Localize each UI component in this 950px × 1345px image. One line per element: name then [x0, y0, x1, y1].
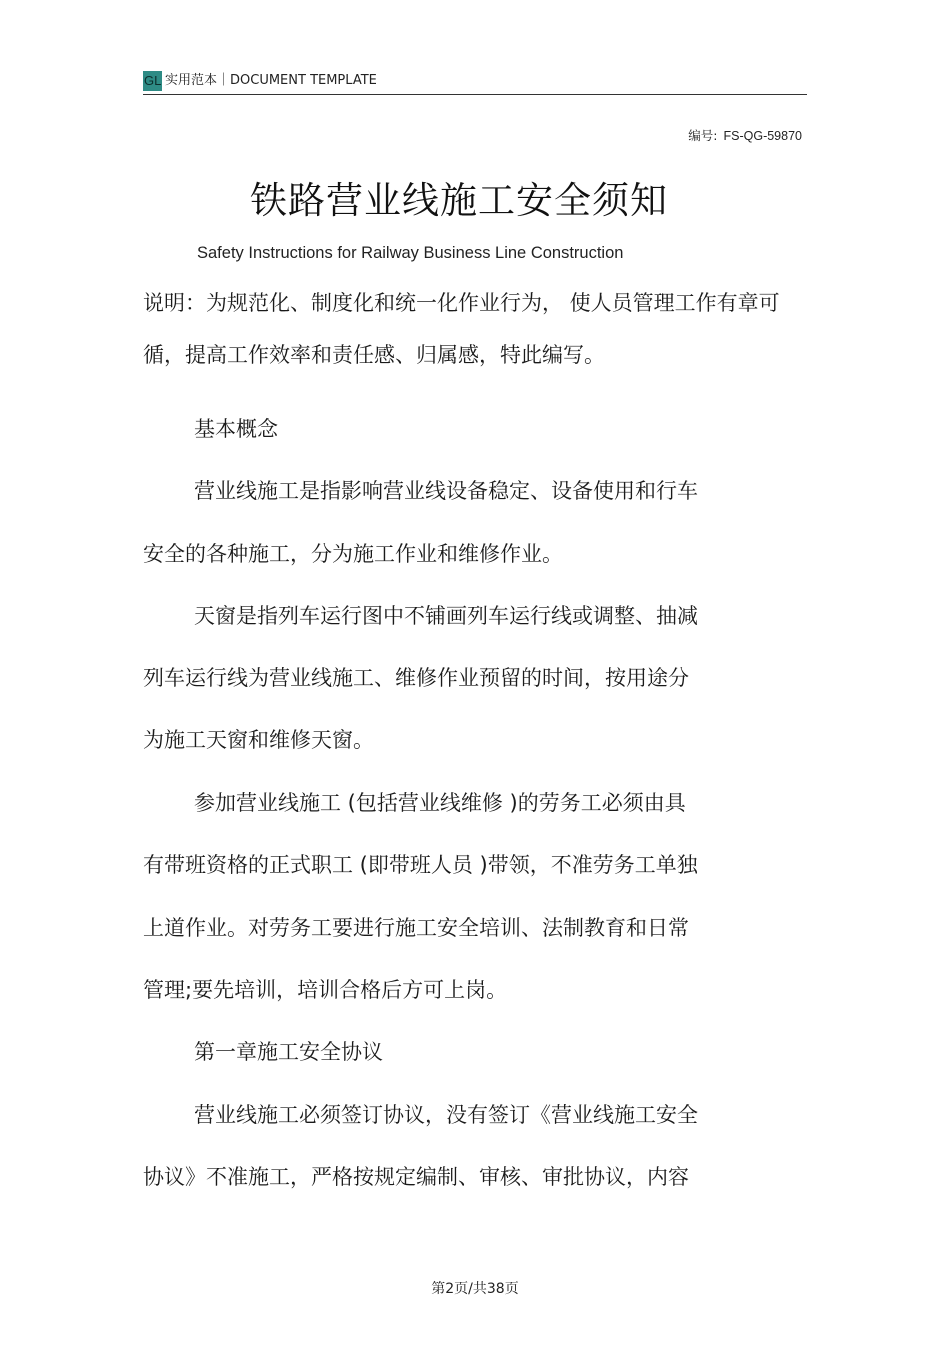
body-line: 说明：为规范化、制度化和统一化作业行为， 使人员管理工作有章可: [143, 291, 780, 315]
section-heading: 基本概念: [194, 417, 278, 441]
body-line: 列车运行线为营业线施工、维修作业预留的时间，按用途分: [143, 666, 689, 690]
chapter-heading: 第一章施工安全协议: [194, 1040, 383, 1064]
header-title: 实用范本｜DOCUMENT TEMPLATE: [165, 73, 377, 88]
page-header: [143, 70, 807, 95]
body-line: 天窗是指列车运行图中不铺画列车运行线或调整、抽减: [194, 604, 698, 628]
body-line: 营业线施工必须签订协议，没有签订《营业线施工安全: [194, 1103, 698, 1127]
body-line: 营业线施工是指影响营业线设备稳定、设备使用和行车: [194, 479, 698, 503]
gl-logo: GL: [143, 71, 162, 91]
body-line: 循，提高工作效率和责任感、归属感，特此编写。: [143, 343, 605, 367]
document-subtitle: Safety Instructions for Railway Business Line Construction: [197, 244, 624, 262]
document-title: 铁路营业线施工安全须知: [250, 179, 668, 222]
body-line: 有带班资格的正式职工 (即带班人员 )带领，不准劳务工单独: [143, 853, 698, 877]
page-footer: 第2页/共38页: [431, 1281, 519, 1297]
document-number-label: 编号:: [688, 128, 718, 143]
body-line: 协议》不准施工，严格按规定编制、审核、审批协议，内容: [143, 1165, 689, 1189]
body-line: 安全的各种施工，分为施工作业和维修作业。: [143, 542, 563, 566]
document-number-value: FS-QG-59870: [723, 129, 802, 143]
document-number: [688, 126, 802, 144]
body-line: 管理;要先培训，培训合格后方可上岗。: [143, 978, 508, 1002]
body-line: 上道作业。对劳务工要进行施工安全培训、法制教育和日常: [143, 916, 689, 940]
body-line: 为施工天窗和维修天窗。: [143, 728, 374, 752]
body-line: 参加营业线施工 (包括营业线维修 )的劳务工必须由具: [194, 791, 686, 815]
